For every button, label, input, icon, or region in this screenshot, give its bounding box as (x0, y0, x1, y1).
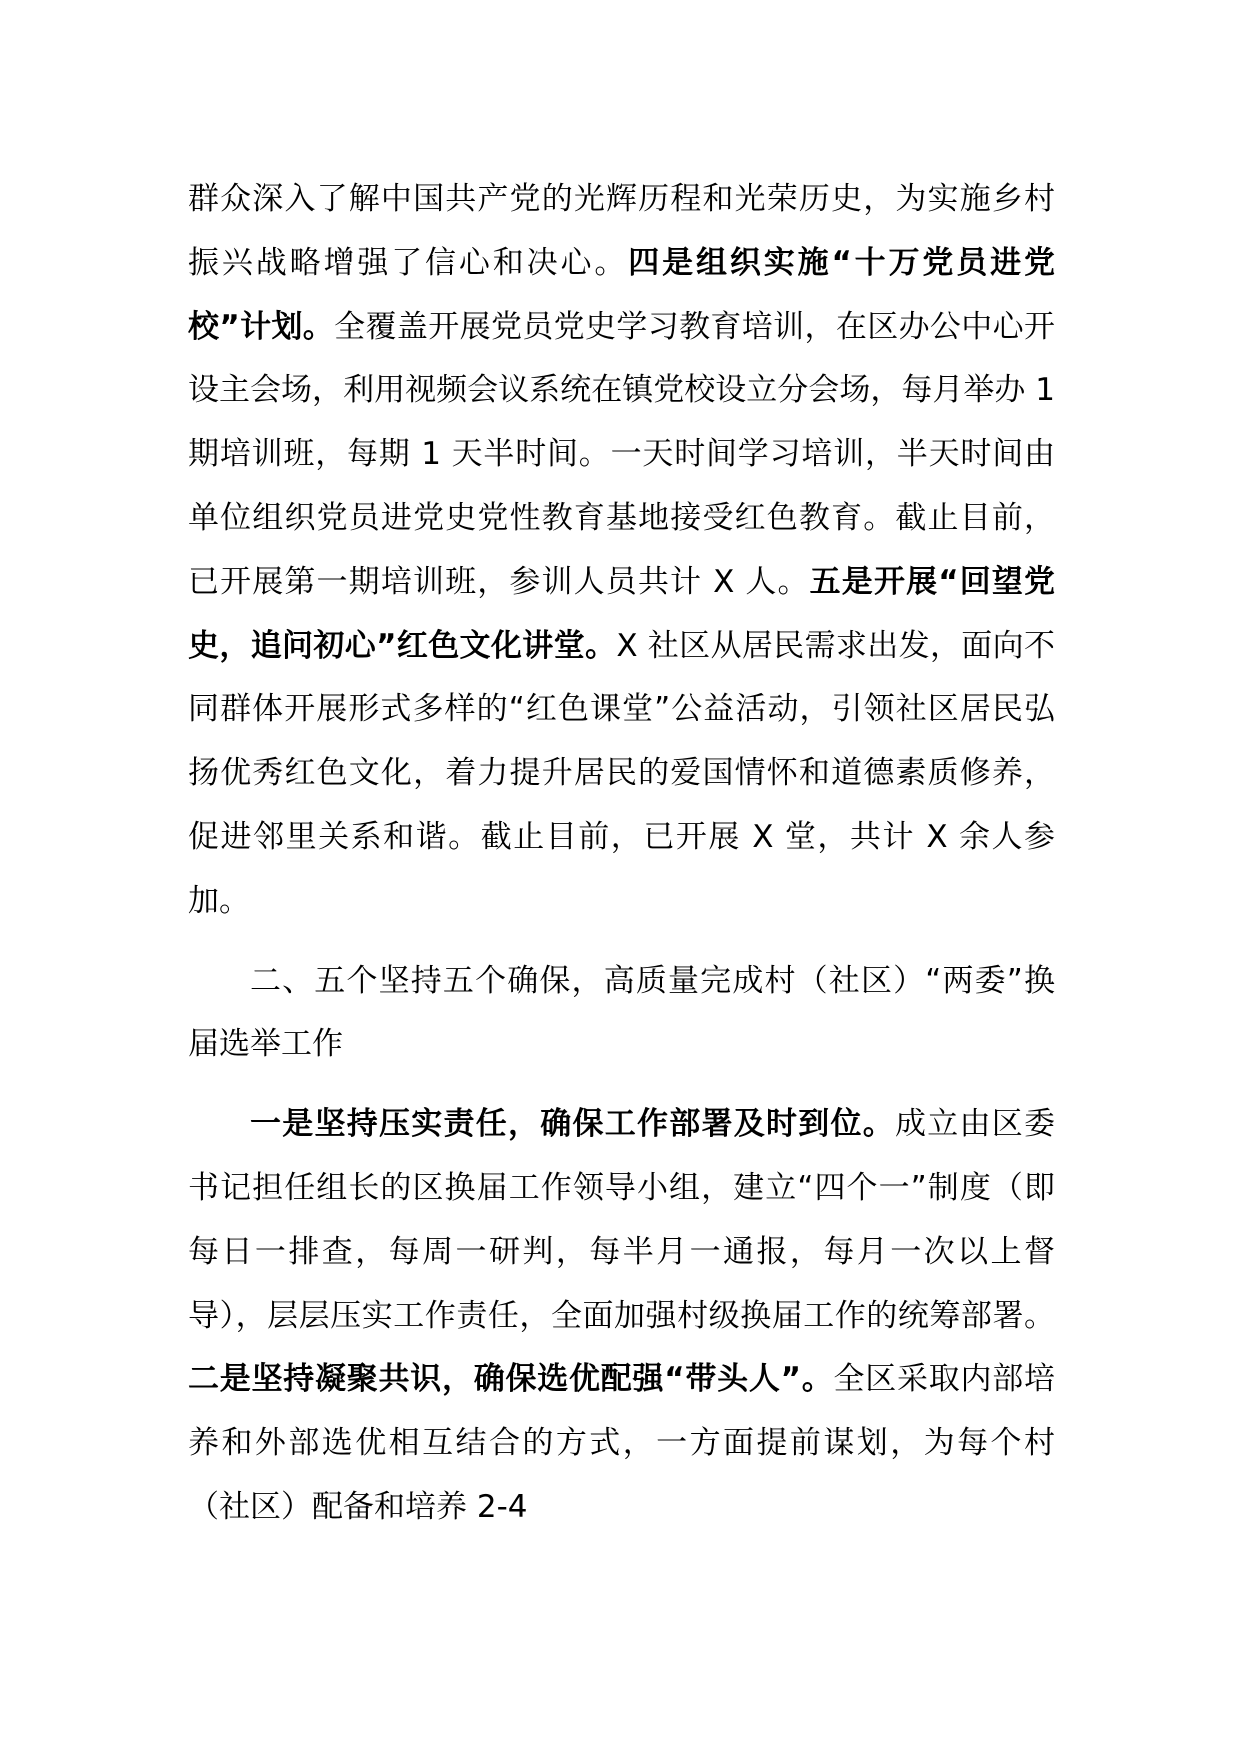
text-run: X 社区从居民需求出发，面向不同群体开展形式多样的“红色课堂”公益活动，引领社区居民弘扬优秀红色文化，着力提升居民的爱国情怀和道德素质修养，促进邻里关系和谐。截止目前，已开展 X 堂，共计 X 余人参加。 (188, 627, 1056, 919)
text-run: 全区采取内部培养和外部选优相互结合的方式，一方面提前谋划，为每个村（社区）配备和培养 2-4 (188, 1361, 1055, 1525)
heading-text: 二、五个坚持五个确保，高质量完成村（社区）“两委”换届选举工作 (188, 962, 1055, 1063)
bold-subheading: 四是组织实施“十万党员进党校”计划。 (188, 244, 1056, 345)
section-heading (188, 950, 1055, 1078)
bold-subheading: 五是开展“回望党史，追问初心”红色文化讲堂。 (188, 563, 1055, 664)
bold-subheading: 二是坚持凝聚共识，确保选优配强“带头人”。 (188, 1361, 834, 1398)
paragraph-continuation (188, 168, 1055, 934)
text-run: 成立由区委书记担任组长的区换届工作领导小组，建立“四个一”制度（即每日一排查，每周一研判，每半月一通报，每月一次以上督导），层层压实工作责任，全面加强村级换届工作的统筹部署。 (188, 1106, 1055, 1334)
text-run: 全覆盖开展党员党史学习教育培训，在区办公中心开设主会场，利用视频会议系统在镇党校设立分会场，每月举办 1 期培训班，每期 1 天半时间。一天时间学习培训，半天时间由单位组织党员进党史党性教育基地接受红色教育。截止目前，已开展第一期培训班，参训人员共计 X 人。 (188, 308, 1055, 600)
paragraph-body (188, 1093, 1055, 1540)
text-run: 群众深入了解中国共产党的光辉历程和光荣历史，为实施乡村振兴战略增强了信心和决心。 (188, 181, 1055, 281)
bold-subheading: 一是坚持压实责任，确保工作部署及时到位。 (250, 1106, 895, 1143)
